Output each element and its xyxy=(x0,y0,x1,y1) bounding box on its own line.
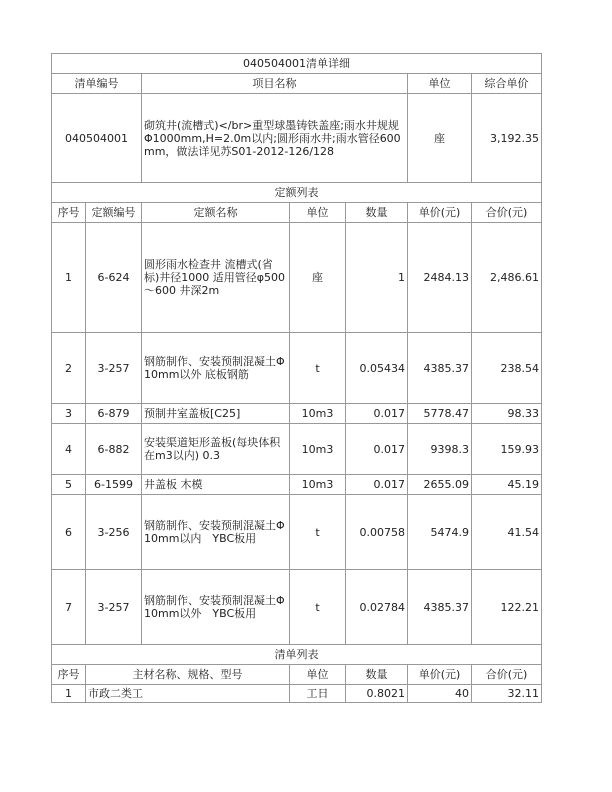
quota-unit-price-header: 单价(元) xyxy=(408,203,472,223)
quota-code: 3-256 xyxy=(86,495,142,570)
material-total-header: 合价(元) xyxy=(472,665,542,685)
quota-unit-price: 2484.13 xyxy=(408,223,472,333)
quota-total: 41.54 xyxy=(472,495,542,570)
quota-seq: 2 xyxy=(52,333,86,404)
quota-seq: 6 xyxy=(52,495,86,570)
quota-unit-price: 4385.37 xyxy=(408,333,472,404)
quota-code: 6-1599 xyxy=(86,475,142,495)
material-qty-header: 数量 xyxy=(346,665,408,685)
quota-unit-price: 4385.37 xyxy=(408,570,472,645)
quota-total: 159.93 xyxy=(472,424,542,475)
material-total: 32.11 xyxy=(472,685,542,703)
item-unit: 座 xyxy=(408,94,472,183)
quota-total-header: 合价(元) xyxy=(472,203,542,223)
material-seq: 1 xyxy=(52,685,86,703)
quota-code-header: 定额编号 xyxy=(86,203,142,223)
quota-unit-price: 2655.09 xyxy=(408,475,472,495)
item-price: 3,192.35 xyxy=(472,94,542,183)
quota-total: 122.21 xyxy=(472,570,542,645)
quota-unit-price: 5778.47 xyxy=(408,404,472,424)
quota-qty: 0.02784 xyxy=(346,570,408,645)
item-code: 040504001 xyxy=(52,94,142,183)
quota-row xyxy=(52,475,542,495)
material-qty: 0.8021 xyxy=(346,685,408,703)
quota-code: 6-624 xyxy=(86,223,142,333)
table-title: 040504001清单详细 xyxy=(52,54,542,74)
quota-seq: 1 xyxy=(52,223,86,333)
quota-row xyxy=(52,404,542,424)
unit-header: 单位 xyxy=(408,74,472,94)
quota-unit: t xyxy=(290,495,346,570)
quota-unit: 10m3 xyxy=(290,475,346,495)
quota-seq: 5 xyxy=(52,475,86,495)
material-unit-price-header: 单价(元) xyxy=(408,665,472,685)
quota-qty: 1 xyxy=(346,223,408,333)
quota-seq: 3 xyxy=(52,404,86,424)
material-name: 市政二类工 xyxy=(86,685,290,703)
quota-unit: 10m3 xyxy=(290,404,346,424)
quota-qty: 0.017 xyxy=(346,404,408,424)
quota-unit: 10m3 xyxy=(290,424,346,475)
quota-unit: 座 xyxy=(290,223,346,333)
quota-seq: 7 xyxy=(52,570,86,645)
quota-name: 圆形雨水检查井 流槽式(省标)井径1000 适用管径φ500～600 井深2m xyxy=(142,223,290,333)
quota-total: 45.19 xyxy=(472,475,542,495)
quota-row xyxy=(52,223,542,333)
name-header: 项目名称 xyxy=(142,74,408,94)
quota-row xyxy=(52,495,542,570)
code-header: 清单编号 xyxy=(52,74,142,94)
quota-total: 98.33 xyxy=(472,404,542,424)
price-header: 综合单价 xyxy=(472,74,542,94)
quota-unit-price: 9398.3 xyxy=(408,424,472,475)
quota-code: 3-257 xyxy=(86,570,142,645)
material-name-header: 主材名称、规格、型号 xyxy=(86,665,290,685)
quota-unit-header: 单位 xyxy=(290,203,346,223)
quota-name: 钢筋制作、安装预制混凝土Φ10mm以外 底板钢筋 xyxy=(142,333,290,404)
quota-row xyxy=(52,570,542,645)
quota-qty: 0.017 xyxy=(346,424,408,475)
quota-unit: t xyxy=(290,570,346,645)
quota-row xyxy=(52,333,542,404)
quota-seq: 4 xyxy=(52,424,86,475)
material-seq-header: 序号 xyxy=(52,665,86,685)
quota-code: 6-879 xyxy=(86,404,142,424)
quota-qty: 0.05434 xyxy=(346,333,408,404)
quota-unit: t xyxy=(290,333,346,404)
quota-name-header: 定额名称 xyxy=(142,203,290,223)
quota-seq-header: 序号 xyxy=(52,203,86,223)
quota-name: 预制井室盖板[C25] xyxy=(142,404,290,424)
quota-qty-header: 数量 xyxy=(346,203,408,223)
quota-total: 238.54 xyxy=(472,333,542,404)
quota-qty: 0.017 xyxy=(346,475,408,495)
quota-code: 3-257 xyxy=(86,333,142,404)
item-name: 砌筑井(流槽式)</br>重型球墨铸铁盖座;雨水井规规Φ1000mm,H=2.0m以内;圆形雨水井;雨水管径600mm，做法详见苏S01-2012-126/128 xyxy=(142,94,408,183)
quota-section-title: 定额列表 xyxy=(52,183,542,203)
quota-unit-price: 5474.9 xyxy=(408,495,472,570)
material-unit-header: 单位 xyxy=(290,665,346,685)
quota-code: 6-882 xyxy=(86,424,142,475)
quota-row xyxy=(52,424,542,475)
quota-name: 钢筋制作、安装预制混凝土Φ10mm以外 YBC板用 xyxy=(142,570,290,645)
quota-total: 2,486.61 xyxy=(472,223,542,333)
quota-name: 安装渠道矩形盖板(每块体积在m3以内) 0.3 xyxy=(142,424,290,475)
material-unit-price: 40 xyxy=(408,685,472,703)
material-row xyxy=(52,685,542,703)
material-unit: 工日 xyxy=(290,685,346,703)
quota-qty: 0.00758 xyxy=(346,495,408,570)
material-section-title: 清单列表 xyxy=(52,645,542,665)
quota-name: 钢筋制作、安装预制混凝土Φ10mm以内 YBC板用 xyxy=(142,495,290,570)
detail-table xyxy=(51,53,542,703)
quota-name: 井盖板 木模 xyxy=(142,475,290,495)
